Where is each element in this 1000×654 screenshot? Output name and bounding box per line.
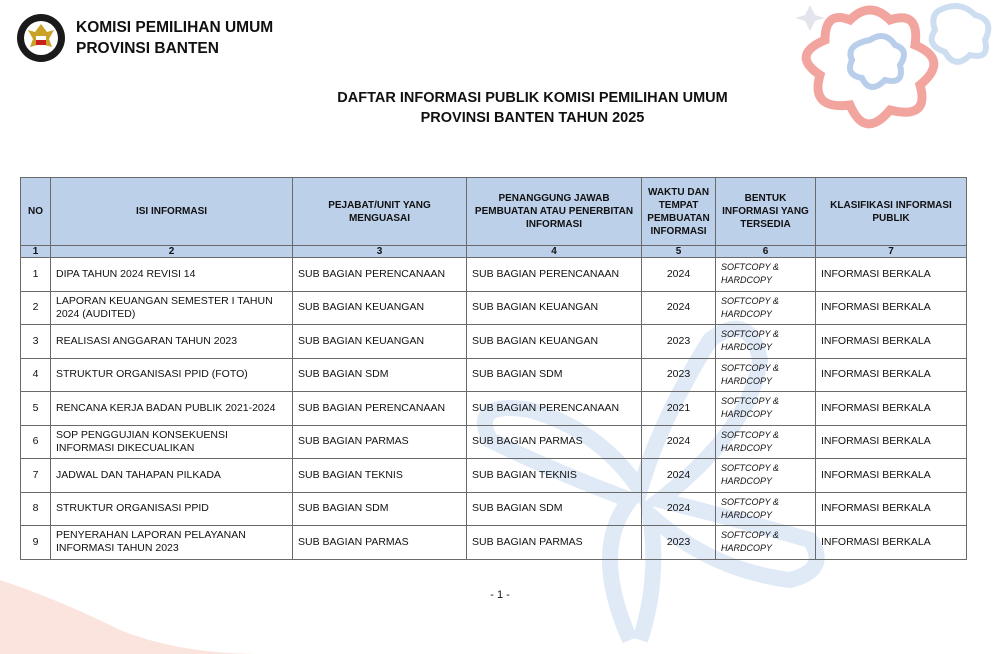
title-line-2: PROVINSI BANTEN TAHUN 2025 (420, 110, 645, 126)
cell-no: 4 (21, 358, 51, 392)
cell-waktu: 2021 (642, 392, 716, 426)
column-number: 7 (816, 246, 967, 258)
cell-waktu: 2023 (642, 358, 716, 392)
cell-isi: REALISASI ANGGARAN TAHUN 2023 (51, 325, 293, 359)
cell-penanggung: SUB BAGIAN TEKNIS (467, 459, 642, 493)
organization-line-1: KOMISI PEMILIHAN UMUM (76, 19, 274, 36)
table-row (21, 526, 967, 560)
decorative-wave-bottom-left (0, 560, 320, 654)
cell-penanggung: SUB BAGIAN SDM (467, 492, 642, 526)
cell-bentuk: SOFTCOPY & HARDCOPY (716, 526, 816, 560)
cell-pejabat: SUB BAGIAN SDM (293, 358, 467, 392)
cell-klasifikasi: INFORMASI BERKALA (816, 526, 967, 560)
cell-klasifikasi: INFORMASI BERKALA (816, 325, 967, 359)
cell-pejabat: SUB BAGIAN KEUANGAN (293, 325, 467, 359)
header-isi-informasi: ISI INFORMASI (51, 178, 293, 246)
cell-no: 6 (21, 425, 51, 459)
header-no: NO (21, 178, 51, 246)
cell-bentuk: SOFTCOPY & HARDCOPY (716, 392, 816, 426)
column-number: 2 (51, 246, 293, 258)
cell-isi: STRUKTUR ORGANISASI PPID (51, 492, 293, 526)
header-waktu: WAKTU DAN TEMPAT PEMBUATAN INFORMASI (642, 178, 716, 246)
table-row (21, 459, 967, 493)
cell-bentuk: SOFTCOPY & HARDCOPY (716, 459, 816, 493)
cell-waktu: 2024 (642, 492, 716, 526)
cell-waktu: 2023 (642, 526, 716, 560)
table-row (21, 325, 967, 359)
organization-line-2: PROVINSI BANTEN (76, 40, 219, 57)
cell-no: 2 (21, 291, 51, 325)
cell-no: 1 (21, 258, 51, 292)
table-row (21, 258, 967, 292)
cell-isi: DIPA TAHUN 2024 REVISI 14 (51, 258, 293, 292)
cell-pejabat: SUB BAGIAN KEUANGAN (293, 291, 467, 325)
cell-isi: JADWAL DAN TAHAPAN PILKADA (51, 459, 293, 493)
cell-pejabat: SUB BAGIAN PERENCANAAN (293, 392, 467, 426)
cell-bentuk: SOFTCOPY & HARDCOPY (716, 492, 816, 526)
cell-pejabat: SUB BAGIAN TEKNIS (293, 459, 467, 493)
cell-bentuk: SOFTCOPY & HARDCOPY (716, 325, 816, 359)
table-header-row (21, 178, 967, 246)
cell-waktu: 2024 (642, 425, 716, 459)
cell-klasifikasi: INFORMASI BERKALA (816, 358, 967, 392)
table-column-number-row (21, 246, 967, 258)
cell-isi: STRUKTUR ORGANISASI PPID (FOTO) (51, 358, 293, 392)
cell-klasifikasi: INFORMASI BERKALA (816, 392, 967, 426)
cell-no: 3 (21, 325, 51, 359)
column-number: 4 (467, 246, 642, 258)
header-klasifikasi: KLASIFIKASI INFORMASI PUBLIK (816, 178, 967, 246)
cell-penanggung: SUB BAGIAN PERENCANAAN (467, 392, 642, 426)
cell-no: 9 (21, 526, 51, 560)
cell-klasifikasi: INFORMASI BERKALA (816, 291, 967, 325)
cell-isi: SOP PENGGUJIAN KONSEKUENSI INFORMASI DIKECUALIKAN (51, 425, 293, 459)
table-row (21, 358, 967, 392)
column-number: 5 (642, 246, 716, 258)
cell-isi: LAPORAN KEUANGAN SEMESTER I TAHUN 2024 (AUDITED) (51, 291, 293, 325)
cell-penanggung: SUB BAGIAN PARMAS (467, 526, 642, 560)
column-number: 3 (293, 246, 467, 258)
cell-isi: PENYERAHAN LAPORAN PELAYANAN INFORMASI TAHUN 2023 (51, 526, 293, 560)
cell-penanggung: SUB BAGIAN PERENCANAAN (467, 258, 642, 292)
table-row (21, 291, 967, 325)
organization-name (76, 17, 273, 59)
cell-waktu: 2024 (642, 459, 716, 493)
letterhead (16, 12, 273, 64)
table-row (21, 425, 967, 459)
cell-no: 8 (21, 492, 51, 526)
cell-penanggung: SUB BAGIAN KEUANGAN (467, 291, 642, 325)
document-title (0, 88, 1000, 128)
cell-penanggung: SUB BAGIAN SDM (467, 358, 642, 392)
cell-pejabat: SUB BAGIAN PARMAS (293, 425, 467, 459)
table-row (21, 392, 967, 426)
cell-no: 5 (21, 392, 51, 426)
column-number: 1 (21, 246, 51, 258)
column-number: 6 (716, 246, 816, 258)
cell-bentuk: SOFTCOPY & HARDCOPY (716, 425, 816, 459)
cell-penanggung: SUB BAGIAN PARMAS (467, 425, 642, 459)
title-line-1: DAFTAR INFORMASI PUBLIK KOMISI PEMILIHAN UMUM (337, 90, 728, 106)
page-number: - 1 - (490, 589, 510, 601)
header-penanggung-jawab: PENANGGUNG JAWAB PEMBUATAN ATAU PENERBITAN INFORMASI (467, 178, 642, 246)
cell-no: 7 (21, 459, 51, 493)
cell-klasifikasi: INFORMASI BERKALA (816, 492, 967, 526)
cell-bentuk: SOFTCOPY & HARDCOPY (716, 258, 816, 292)
cell-pejabat: SUB BAGIAN PARMAS (293, 526, 467, 560)
kpu-logo-icon (16, 12, 66, 64)
cell-pejabat: SUB BAGIAN SDM (293, 492, 467, 526)
cell-waktu: 2024 (642, 258, 716, 292)
public-information-table (20, 177, 967, 560)
cell-klasifikasi: INFORMASI BERKALA (816, 258, 967, 292)
cell-isi: RENCANA KERJA BADAN PUBLIK 2021-2024 (51, 392, 293, 426)
cell-klasifikasi: INFORMASI BERKALA (816, 425, 967, 459)
cell-pejabat: SUB BAGIAN PERENCANAAN (293, 258, 467, 292)
cell-penanggung: SUB BAGIAN KEUANGAN (467, 325, 642, 359)
cell-bentuk: SOFTCOPY & HARDCOPY (716, 358, 816, 392)
cell-waktu: 2024 (642, 291, 716, 325)
cell-bentuk: SOFTCOPY & HARDCOPY (716, 291, 816, 325)
table-row (21, 492, 967, 526)
header-pejabat: PEJABAT/UNIT YANG MENGUASAI (293, 178, 467, 246)
cell-waktu: 2023 (642, 325, 716, 359)
header-bentuk: BENTUK INFORMASI YANG TERSEDIA (716, 178, 816, 246)
cell-klasifikasi: INFORMASI BERKALA (816, 459, 967, 493)
